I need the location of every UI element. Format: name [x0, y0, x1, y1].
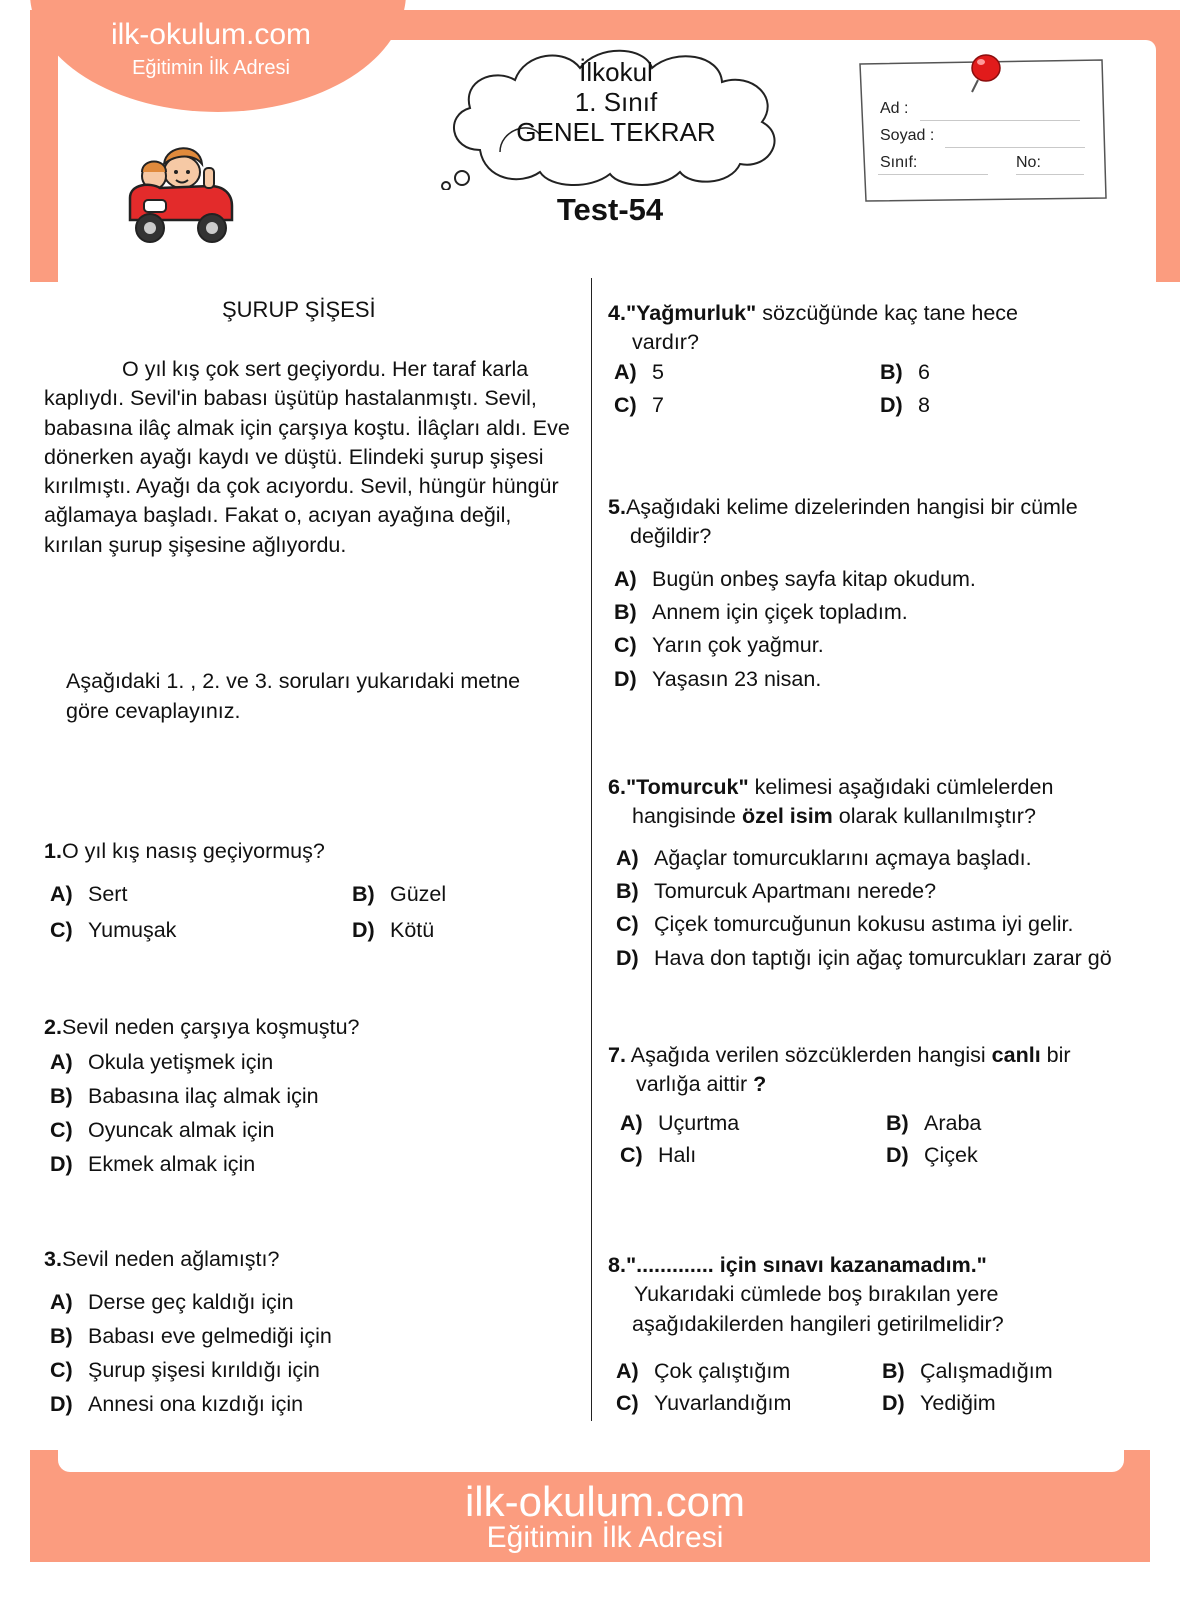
name-line: [920, 120, 1080, 121]
column-divider: [591, 278, 592, 1421]
question-text: Sevil neden çarşıya koşmuştu?: [61, 1015, 360, 1039]
question-8: [608, 1250, 987, 1280]
option-1c[interactable]: C) Yumuşak: [50, 918, 177, 942]
question-6: [608, 772, 1053, 802]
question-number: 8.: [608, 1253, 626, 1277]
question-text: Aşağıdaki kelime dizelerinden hangisi bir cümle: [625, 495, 1078, 519]
site-title: ilk-okulum.com: [110, 18, 312, 51]
option-7a[interactable]: A) Uçurtma: [620, 1111, 740, 1135]
car-cartoon-icon: [120, 128, 240, 248]
question-number: 5.: [608, 495, 626, 519]
cloud-line-review: GENEL TEKRAR: [516, 117, 716, 147]
class-line: [878, 174, 988, 175]
option-7b[interactable]: B) Araba: [886, 1111, 982, 1135]
question-3: [44, 1244, 279, 1274]
question-number: 4.: [608, 301, 626, 325]
surname-line: [945, 147, 1085, 148]
question-4-cont: vardır?: [632, 330, 699, 354]
instruction-text: Aşağıdaki 1. , 2. ve 3. soruları yukarıdaki metne göre cevaplayınız.: [66, 669, 521, 723]
option-1d[interactable]: D) Kötü: [352, 918, 435, 942]
option-8c[interactable]: C) Yuvarlandığım: [616, 1391, 792, 1415]
question-2: [44, 1012, 360, 1042]
question-4: [608, 298, 1018, 328]
option-2c[interactable]: C) Oyuncak almak için: [50, 1118, 275, 1142]
option-2d[interactable]: D) Ekmek almak için: [50, 1152, 256, 1176]
question-8-line3: aşağıdakilerden hangileri getirilmelidir?: [632, 1312, 1004, 1336]
question-number: 2.: [44, 1015, 62, 1039]
pushpin-icon: [968, 50, 1002, 94]
option-6b[interactable]: B) Tomurcuk Apartmanı nerede?: [616, 879, 937, 903]
option-4a[interactable]: A) 5: [614, 360, 664, 384]
option-1a[interactable]: A) Sert: [50, 882, 128, 906]
option-5a[interactable]: A) Bugün onbeş sayfa kitap okudum.: [614, 567, 976, 591]
surname-label: Soyad :: [880, 127, 935, 144]
question-7-cont: varlığa aittir ?: [636, 1072, 767, 1096]
question-number: 6.: [608, 775, 626, 799]
option-2b[interactable]: B) Babasına ilaç almak için: [50, 1084, 319, 1108]
option-4d[interactable]: D) 8: [880, 393, 930, 417]
question-sentence: "............. için sınavı kazanamadım.": [625, 1253, 987, 1277]
option-3b[interactable]: B) Babası eve gelmediği için: [50, 1324, 332, 1348]
footer-site-title: ilk-okulum.com: [464, 1478, 746, 1525]
option-2a[interactable]: A) Okula yetişmek için: [50, 1050, 274, 1074]
story-text: O yıl kış çok sert geçiyordu. Her taraf karla kaplıydı. Sevil'in babası üşütüp hastalanmıştı. Sevil, babasına ilâç almak için çarşıya koştu. İlâçları aldı. Eve dönerken ayağı kaydı ve düştü. Elindeki şurup şişesi kırılmıştı. Ayağı da çok acıyordu. Sevil, hüngür hüngür ağlamaya başladı. Fakat o, acıyan ayağına değil, kırılan şurup şişesine ağlıyordu.: [44, 357, 570, 557]
option-8d[interactable]: D) Yediğim: [882, 1391, 996, 1415]
option-3d[interactable]: D) Annesi ona kızdığı için: [50, 1392, 304, 1416]
name-label: Ad :: [880, 100, 909, 117]
cloud-line-school: İlkokul: [579, 57, 653, 87]
option-8b[interactable]: B) Çalışmadığım: [882, 1359, 1053, 1383]
option-4c[interactable]: C) 7: [614, 393, 664, 417]
question-8-line2: Yukarıdaki cümlede boş bırakılan yere: [634, 1282, 999, 1306]
option-4b[interactable]: B) 6: [880, 360, 930, 384]
question-text: O yıl kış nasış geçiyormuş?: [61, 839, 325, 863]
option-7c[interactable]: C) Halı: [620, 1143, 697, 1167]
question-text: sözcüğünde kaç tane hece: [756, 301, 1019, 325]
footer-notch: [58, 1450, 1124, 1472]
special-term: canlı: [991, 1043, 1041, 1067]
option-6a[interactable]: A) Ağaçlar tomurcuklarını açmaya başladı.: [616, 846, 1032, 870]
number-label: No:: [1016, 154, 1041, 171]
option-1b[interactable]: B) Güzel: [352, 882, 447, 906]
option-5d[interactable]: D) Yaşasın 23 nisan.: [614, 667, 822, 691]
option-6d[interactable]: D) Hava don taptığı için ağaç tomurcukları zarar gö: [616, 946, 1112, 970]
site-slogan: Eğitimin İlk Adresi: [132, 57, 290, 79]
special-term: özel isim: [741, 804, 833, 828]
option-3c[interactable]: C) Şurup şişesi kırıldığı için: [50, 1358, 320, 1382]
class-label: Sınıf:: [880, 154, 918, 171]
question-keyword: "Tomurcuk": [625, 775, 749, 799]
question-number: 1.: [44, 839, 62, 863]
question-5-cont: değildir?: [630, 524, 712, 548]
question-keyword: "Yağmurluk": [625, 301, 757, 325]
question-7: 7. Aşağıda verilen sözcüklerden hangisi canlı bir: [608, 1043, 1071, 1067]
question-text: Sevil neden ağlamıştı?: [61, 1247, 280, 1271]
option-5b[interactable]: B) Annem için çiçek topladım.: [614, 600, 908, 624]
option-5c[interactable]: C) Yarın çok yağmur.: [614, 633, 824, 657]
cloud-text: [470, 57, 762, 147]
footer-site-slogan: Eğitimin İlk Adresi: [486, 1521, 724, 1554]
story-title: ŞURUP ŞİŞESİ: [222, 297, 376, 322]
question-5: [608, 492, 1078, 522]
option-7d[interactable]: D) Çiçek: [886, 1143, 978, 1167]
option-3a[interactable]: A) Derse geç kaldığı için: [50, 1290, 294, 1314]
question-text: kelimesi aşağıdaki cümlelerden: [748, 775, 1054, 799]
option-8a[interactable]: A) Çok çalıştığım: [616, 1359, 791, 1383]
question-1: [44, 836, 325, 866]
question-number: 7.: [608, 1043, 626, 1067]
option-6c[interactable]: C) Çiçek tomurcuğunun kokusu astıma iyi gelir.: [616, 912, 1074, 936]
question-number: 3.: [44, 1247, 62, 1271]
cloud-line-grade: 1. Sınıf: [574, 87, 658, 117]
number-line: [1016, 174, 1084, 175]
test-title: Test-54: [556, 192, 664, 227]
question-6-cont: hangisinde özel isim olarak kullanılmıştır?: [632, 804, 1036, 828]
